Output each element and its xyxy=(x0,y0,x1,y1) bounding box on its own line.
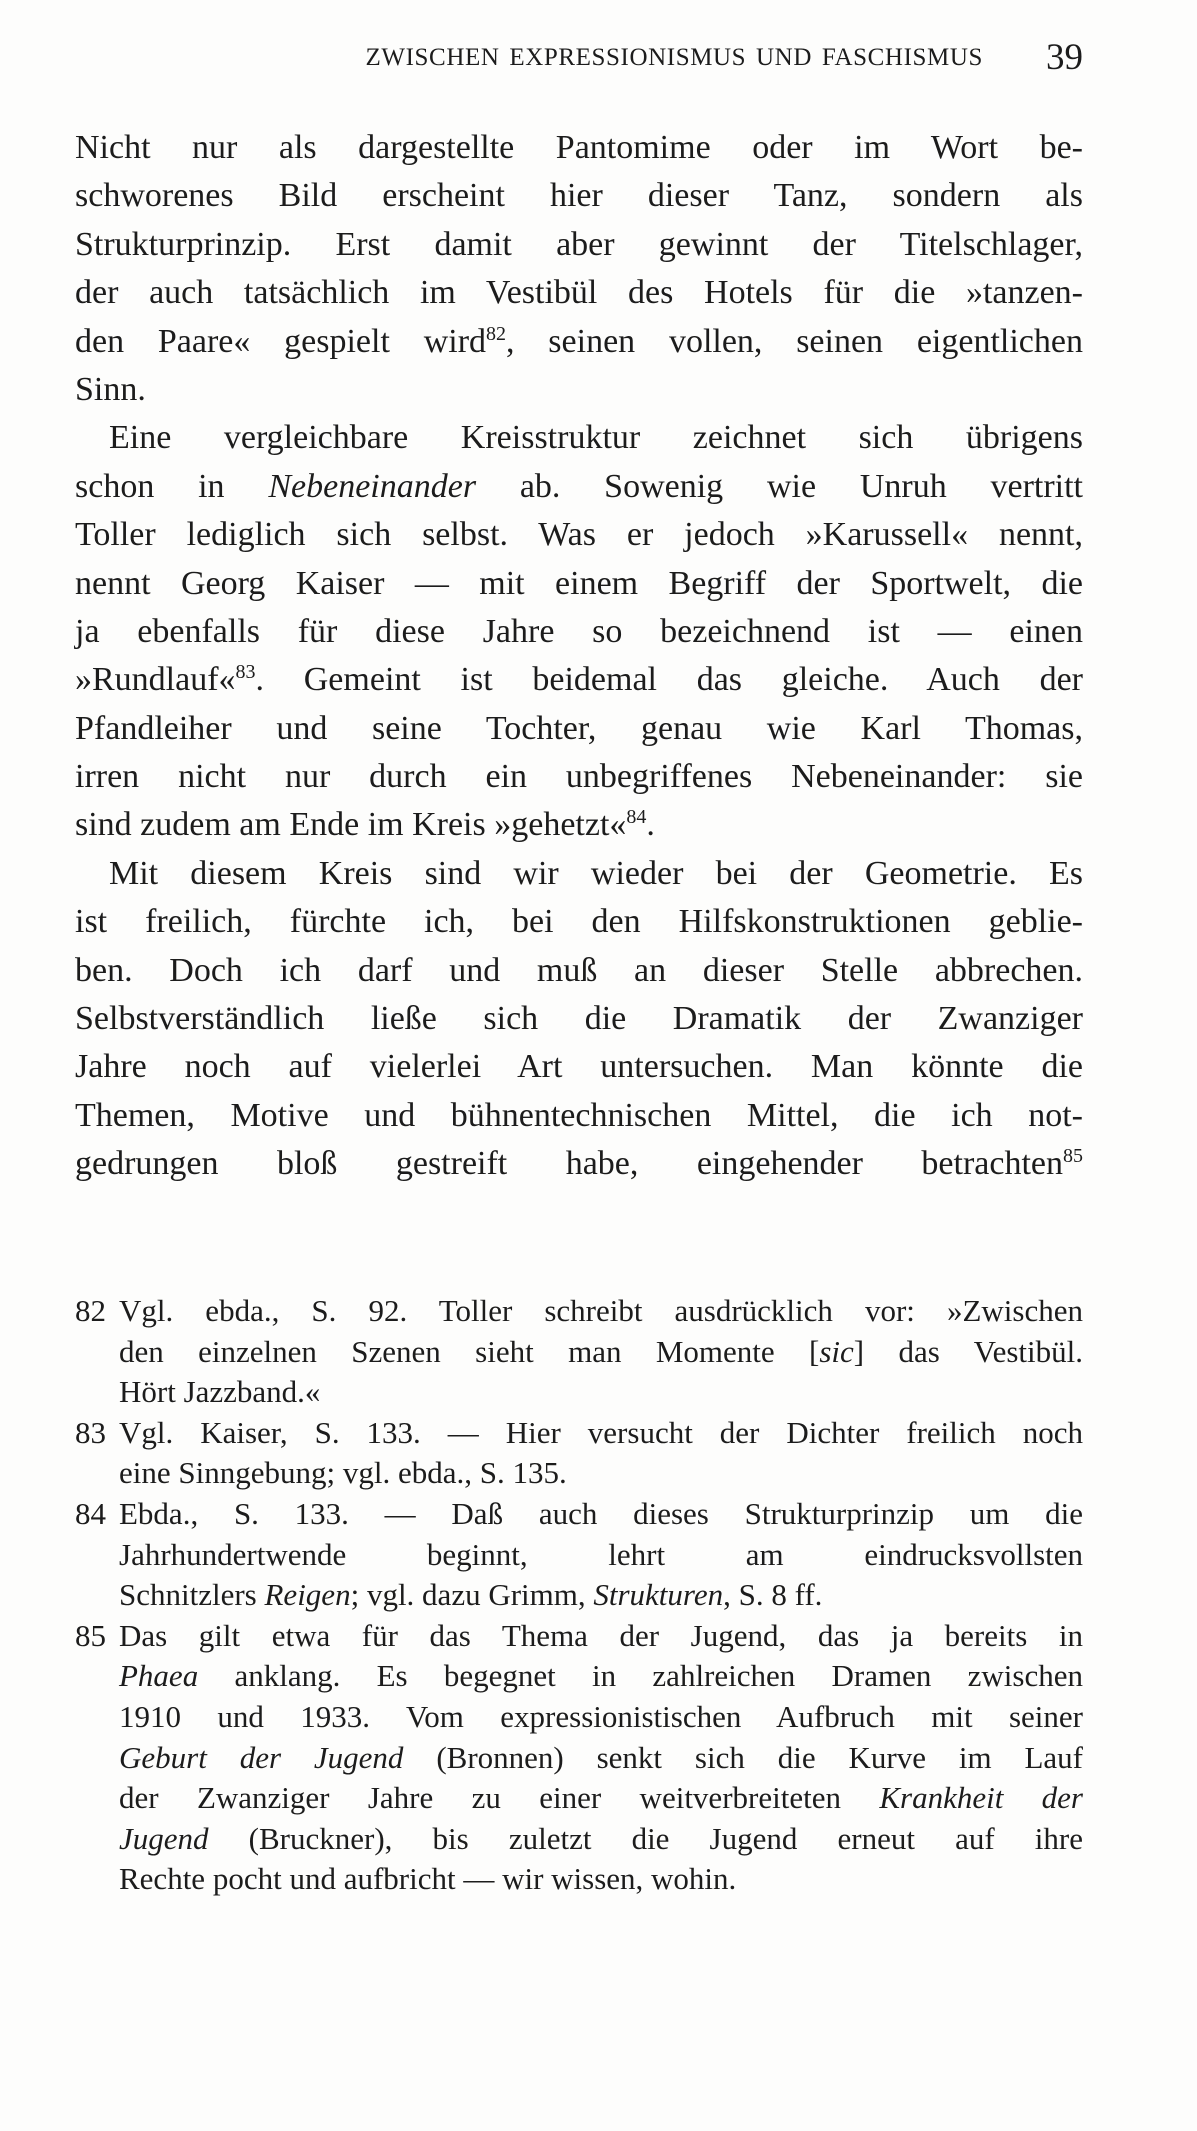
text-segment: , S. 8 ff. xyxy=(723,1577,823,1613)
footnote-ref: 85 xyxy=(1063,1145,1083,1168)
footnote-83 xyxy=(75,1413,1083,1494)
text-line: Toller lediglich sich selbst. Was er jedoch »Karussell« nennt, xyxy=(75,516,1083,554)
work-title: Nebeneinander xyxy=(268,467,477,505)
text-line: Pfandleiher und seine Tochter, genau wie Karl Thomas, xyxy=(75,709,1083,747)
footnote-ref: 82 xyxy=(486,322,507,345)
page-number: 39 xyxy=(1046,37,1083,78)
text-segment: gedrungen bloß gestreift habe, eingehender betrachten xyxy=(75,1145,1063,1183)
footnote-line xyxy=(119,1738,1083,1779)
text-segment: den Paare« gespielt wird xyxy=(75,322,487,360)
text-line: ja ebenfalls für diese Jahre so bezeichnend ist — einen xyxy=(75,612,1083,650)
text-segment: ab. Sowenig wie Unruh vertritt xyxy=(476,467,1083,505)
text-segment: den einzelnen Szenen sieht man Momente [ xyxy=(119,1333,820,1369)
text-line: Jahre noch auf vielerlei Art untersuchen. Man könnte die xyxy=(75,1048,1083,1086)
text-segment: Schnitzlers xyxy=(119,1577,265,1613)
text-line xyxy=(75,318,1083,366)
footnote-number: 84 xyxy=(75,1495,106,1531)
text-segment: (Bronnen) senkt sich die Kurve im Lauf xyxy=(403,1739,1083,1775)
footnote-line xyxy=(119,1332,1083,1373)
footnote-line xyxy=(119,1656,1083,1697)
footnote-line: Hört Jazzband.« xyxy=(119,1374,321,1410)
footnote-ref: 84 xyxy=(626,806,647,829)
text-segment: . Gemeint ist beidemal das gleiche. Auch der xyxy=(255,661,1083,699)
footnote-line xyxy=(119,1778,1083,1819)
footnote-line: Rechte pocht und aufbricht — wir wissen, wohin. xyxy=(119,1861,737,1897)
text-line: Themen, Motive und bühnentechnischen Mittel, die ich not- xyxy=(75,1096,1083,1134)
text-line: irren nicht nur durch ein unbegriffenes Nebeneinander: sie xyxy=(75,758,1083,796)
text-segment: , seinen vollen, seinen eigentlichen xyxy=(506,322,1083,360)
text-line: Eine vergleichbare Kreisstruktur zeichnet sich übrigens xyxy=(109,419,1083,457)
text-line: ist freilich, fürchte ich, bei den Hilfskonstruktionen geblie- xyxy=(75,903,1083,941)
text-line: schworenes Bild erscheint hier dieser Tanz, sondern als xyxy=(75,177,1083,215)
footnote-line xyxy=(119,1575,1083,1616)
text-line xyxy=(75,1140,1083,1188)
work-title: Geburt der Jugend xyxy=(119,1739,404,1775)
text-segment: sind zudem am Ende im Kreis »gehetzt« xyxy=(75,806,627,844)
work-title: Krankheit der xyxy=(879,1780,1084,1816)
footnote-line: Vgl. Kaiser, S. 133. — Hier versucht der Dichter freilich noch xyxy=(119,1414,1083,1450)
text-line: ben. Doch ich darf und muß an dieser Stelle abbrechen. xyxy=(75,951,1083,989)
text-segment: anklang. Es begegnet in zahlreichen Dramen zwischen xyxy=(198,1658,1083,1694)
text-line: nennt Georg Kaiser — mit einem Begriff der Sportwelt, die xyxy=(75,564,1083,602)
text-segment: der Zwanziger Jahre zu einer weitverbreiteten xyxy=(119,1780,880,1816)
text-segment: . xyxy=(646,806,655,844)
footnote-ref: 83 xyxy=(235,661,256,684)
footnote-line xyxy=(119,1819,1083,1860)
work-title: Strukturen xyxy=(593,1577,724,1613)
sic-mark: sic xyxy=(819,1333,854,1369)
footnote-82 xyxy=(75,1291,1083,1413)
work-title: Jugend xyxy=(119,1820,209,1856)
running-head xyxy=(75,38,1083,78)
text-line: Strukturprinzip. Erst damit aber gewinnt der Titelschlager, xyxy=(75,225,1083,263)
footnote-line: Jahrhundertwende beginnt, lehrt am eindrucksvollsten xyxy=(119,1536,1083,1572)
work-title: Reigen xyxy=(264,1577,351,1613)
footnotes xyxy=(75,1291,1083,1900)
footnote-line: Das gilt etwa für das Thema der Jugend, das ja bereits in xyxy=(119,1617,1083,1653)
text-segment: »Rundlauf« xyxy=(75,661,236,699)
footnote-number: 83 xyxy=(75,1414,106,1450)
text-line: Sinn. xyxy=(75,370,146,408)
footnote-number: 82 xyxy=(75,1293,106,1328)
text-line: der auch tatsächlich im Vestibül des Hotels für die »tanzen- xyxy=(75,274,1083,312)
footnote-line: Vgl. ebda., S. 92. Toller schreibt ausdrücklich vor: »Zwischen xyxy=(119,1293,1083,1328)
footnote-line: 1910 und 1933. Vom expressionistischen Aufbruch mit seiner xyxy=(119,1698,1083,1734)
text-segment: (Bruckner), bis zuletzt die Jugend erneut auf ihre xyxy=(208,1820,1083,1856)
text-line xyxy=(75,801,1083,849)
footnote-line: Ebda., S. 133. — Daß auch dieses Strukturprinzip um die xyxy=(119,1495,1083,1531)
main-text xyxy=(75,124,1083,1189)
text-line: Nicht nur als dargestellte Pantomime oder im Wort be- xyxy=(75,129,1083,166)
text-segment: schon in xyxy=(75,467,269,505)
text-line: Selbstverständlich ließe sich die Dramatik der Zwanziger xyxy=(75,1000,1083,1038)
footnote-85 xyxy=(75,1616,1083,1900)
footnote-line: eine Sinngebung; vgl. ebda., S. 135. xyxy=(119,1455,567,1491)
text-segment: ; vgl. dazu Grimm, xyxy=(350,1577,594,1613)
text-line: Mit diesem Kreis sind wir wieder bei der Geometrie. Es xyxy=(109,854,1083,892)
work-title: Phaea xyxy=(119,1658,199,1694)
footnote-84 xyxy=(75,1494,1083,1616)
running-title: ZWISCHEN EXPRESSIONISMUS UND FASCHISMUS xyxy=(365,44,983,71)
text-segment: ] das Vestibül. xyxy=(853,1333,1083,1369)
footnote-number: 85 xyxy=(75,1617,106,1653)
text-line xyxy=(75,656,1083,704)
text-line xyxy=(75,463,1083,511)
